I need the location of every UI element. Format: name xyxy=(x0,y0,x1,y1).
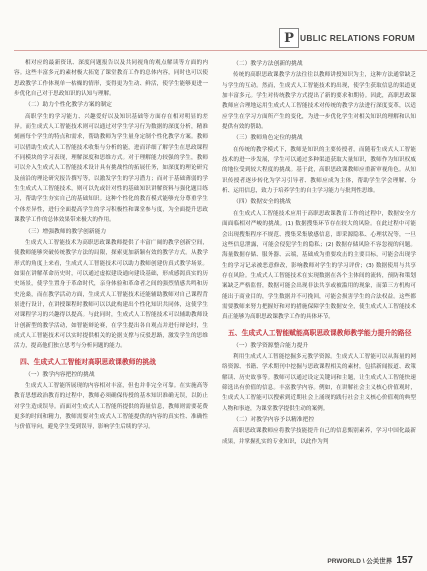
paragraph: 生成式人工智能所展现的内容相对丰富，但也并非完全可靠。在实施高等教育思想政治教育的过程中，教师必须确保传授的基本知识准确无误，以防止对学生造成误导。而面对生成式人工智能所提供的海量信息，教师则需要花费更多的时间和精力，教师需要对生成式人工智能提供的内容的真实性、准确性与价值导向，避免学生受到误导，影响学生后续的学习。 xyxy=(14,382,208,431)
paragraph: 在传统的教学模式下，教师是知识的主要传授者，而随着生成式人工智能技术的进一步发展，学生可以通过多种渠道获取大量知识，教师作为知识权威的地位受到较大程度的挑战。基于此，高职思政课教师应重新审视角色。从知识传授者逐步转化为学习引导者、教师应成为主体，帮助学生学会理解、分析、运用信息，致力于培养学生的自主学习能力与批判性思维。 xyxy=(222,146,416,195)
paragraph: 生成式人工智能技术为高职思政课教师提供了丰富广阔的教学创新空间，使教师能够突破传统教学方法的局限，探索更加新颖有效的教学方式。从教学形式的角度上来看，生成式人工智能技术可以助力教师创建仿真式教学场景。如果在讲解革命历史时，可以通过虚拟建设通向建设基础，形成感渴真实的历史场景，使学生置身于革命时代，亲身体验和革命者之间的强烈情感共鸣和历史沧桑，而在教学活动方面，生成式人工智能技术还能辅助教师对自己课程背景进行设计，在讲授课程时教师可以以此构建出个性化知识共同体，这使学生对课程学习的兴趣得以提高。与此同时，生成式人工智能技术可以辅助教师设计创新型的教学活动，如智能辩论赛，在学生提出各自观点并进行辩论时，生成式人工智能技术可以实时提供相关的论据支撑与反驳思路，激发学生的思维活力，提高他们独立思考与分析问题的能力。 xyxy=(14,239,208,350)
paragraph: 在生成式人工智能技术应用于高职思政课教育工作的过程中，数据安全方面面临相对严峻的挑战。(1) 数据搜集环节存在较大的风险。在此过程中可能会出现搜集程序不规范、搜集采集敏感信息，即采源隐私、心理状况等，一旦这些信息泄露，可能会侵犯学生的隐私；(2) 数据存储风险不容忽视的问题。海量数据存储、服务器、云端，基础成为重要攻击的主要目标，可能会出现学生的学习记录被恶意修改，影响教师对学生的学习评价；(3) 数据使用与共享存在风险。生成式人工智能技术在实现数据在各个主体间的流转，预防和策划案缺乏严格监督，数据可能会出现非法共享或被滥用的现象，而第三方机构可能出于商业目的，学生数据并不可挽回，可能会损害学生的合法权益。这些都需要教师来努力把握好和对的措施保障学生数据安全，使生成式人工智能技术真正能够为高职思政课教学工作的具体环节。 xyxy=(222,210,416,321)
magazine-masthead xyxy=(279,28,427,48)
paragraph: 高职学生的学习能力、兴趣爱好以及知识基础等方面存在相对明显的差异。而生成式人工智能技术则可以通过对学生学习行为数据的深度分析，精准刻画每个学生的特点和需求，帮助教师为学生量身定制个性化教学方案。教师可以借助生成式人工智能技术收集与分析的能，进而详细了解学生在思政课程不同模块的学习表现，理解深度和思维方式。对于理解能力较强的学生，教师可以介入生成式人工智能技术设计具有挑战性的拓展任务，如深度的理论研究及前沿的理论研究报告撰写等，以激发学生的学习潜力；而对于基础薄弱的学生生成式人工智能技术，则可以先或针对性的基础知识讲解资料与强化题目练习，帮助学生夯实自己的基础知识。这种个性化的教育模式能够充分尊重学生个体差异性，进行全面提高学生的学习积极性和课堂参与度，为全面提升思政课教学工作的总体效果带来极大的作用。 xyxy=(14,113,208,224)
section-heading: 五、生成式人工智能赋能高职思政课教师教学能力提升的路径 xyxy=(228,328,412,337)
page-header xyxy=(0,0,427,44)
footer-brand: PRWORLD \ 公关世界 xyxy=(327,557,393,565)
magazine-initial-box: P xyxy=(279,28,299,48)
page-number: 157 xyxy=(396,554,413,566)
subheading: （二）助力个性化教学方案的制定 xyxy=(25,102,112,109)
section-heading: 四、生成式人工智能对高职思政课教师的挑战 xyxy=(20,357,156,366)
subheading: （三）增强教师的教学创新能力 xyxy=(25,228,107,235)
paragraph: 高职思政课教师应将教学技能提升自己的信息甄别素养，学习中国化最新成果，并掌握扎实的专业知识，以此作为判 xyxy=(222,428,416,445)
subheading: （四）数据安全的挑战 xyxy=(233,199,291,206)
subheading: （二）对教学内容予以精准把控 xyxy=(233,417,315,423)
subheading: （二）教学方法创新的挑战 xyxy=(233,61,303,67)
left-column xyxy=(14,58,208,433)
subheading: （三）教师角色定位的挑战 xyxy=(233,135,303,142)
header-rule xyxy=(14,50,427,51)
subheading: （一）教学资源整合能力提升 xyxy=(233,342,309,349)
paragraph: 利用生成式人工智能挖掘多元教学资源。生成式人工智能可以从海量的网络资源、书籍、学术期刊中挖掘与思政课程相关的素材，包括新闻报道、政策解读、历史故事等。教师可以通过设定关键词和主题，让生成式人工智能快速筛选出有价值的信息。丰富教学内容。例如，在讲解社会主义核心价值观时，生成式人工智能可以搜索到近期社会上涌现的践行社会主义核心价值观的典型人物和事迹，为课堂教学提供生动的案例。 xyxy=(222,353,416,412)
right-column xyxy=(222,58,416,447)
paragraph: 相对应的最新资讯、深度问题报告以及共同视角的观点解读等方面的内容。这些丰富多元的素材极大拓宽了课堂教育工作的总体内容，同时也可以使思政教学工作体现单一枯燥的情形，变得更为生动、鲜活，使学生能够更进一步优化自己对于思政知识的认知与理解。 xyxy=(14,60,208,98)
page-footer xyxy=(327,553,413,567)
magazine-name: UBLIC RELATIONS FORUM xyxy=(300,33,416,43)
paragraph: 传统的高职思政课教学方法往往以教师讲授知识为主，这种方法通常缺乏与学生的互动。然而，生成式人工智能技术的出现，使学生获取信息的渠道更加丰富多元。学生对传统教学方式提出了新的要求和期待。因此，高职思政课教师应合理地运用生成式人工智能技术对传统的教学方法进行深度变革，以适应学生在学习方面所产生的变化，为进一步优化学生对相关知识的理解和认知提供有效的帮助。 xyxy=(222,72,416,131)
subheading: （一）教学内容把控的挑战 xyxy=(25,371,95,378)
